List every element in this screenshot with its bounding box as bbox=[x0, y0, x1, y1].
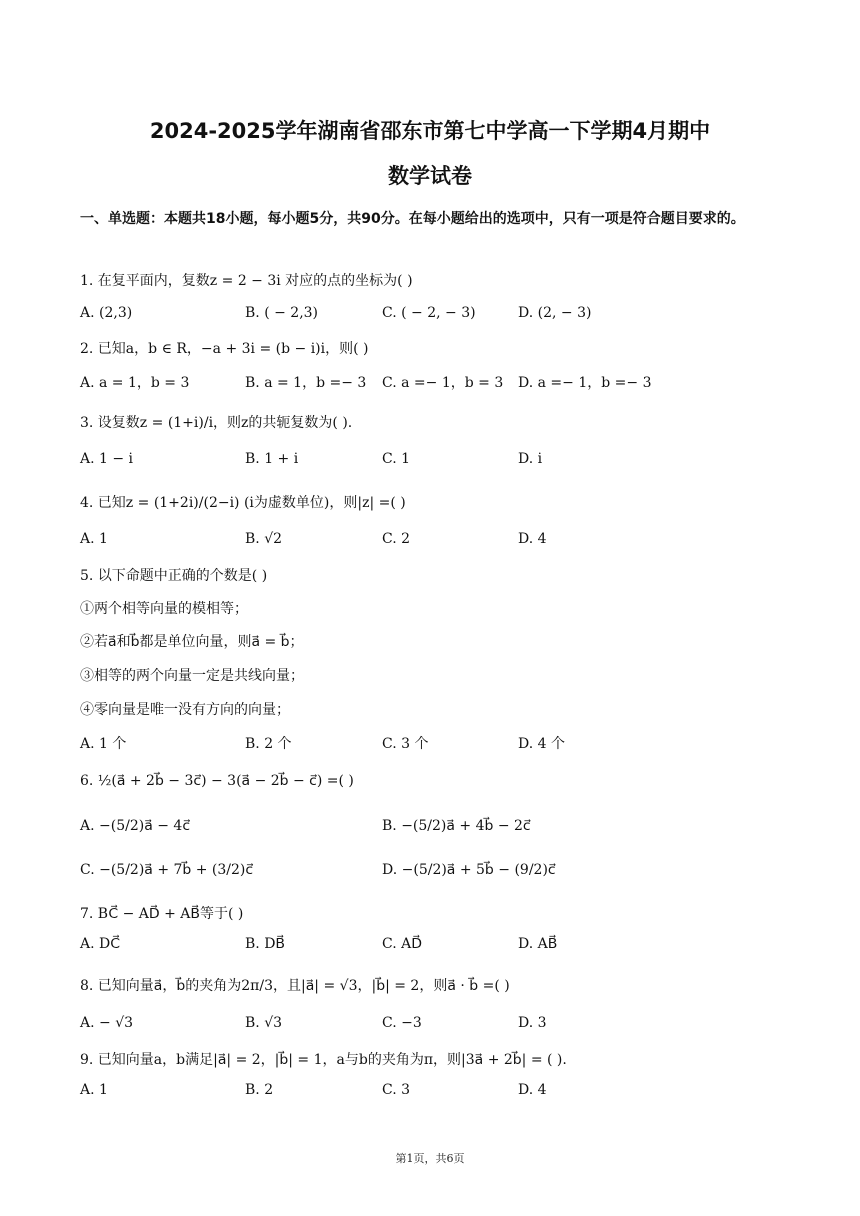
q6-option-a: A. −(5/2)a⃗ − 4c⃗ bbox=[80, 818, 191, 834]
page-subtitle: 数学试卷 bbox=[388, 164, 472, 188]
q6-option-b: B. −(5/2)a⃗ + 4b⃗ − 2c⃗ bbox=[382, 818, 531, 834]
q5-statement-4: ④零向量是唯一没有方向的向量； bbox=[80, 702, 290, 718]
q5-statement-2: ②若a⃗和b⃗都是单位向量，则a⃗ = b⃗； bbox=[80, 634, 304, 650]
q4-option-a: A. 1 bbox=[80, 531, 108, 547]
q4-option-b: B. √2 bbox=[245, 531, 283, 547]
page-footer: 第1页，共6页 bbox=[395, 1152, 465, 1165]
q2-option-a: A. a = 1，b = 3 bbox=[80, 375, 190, 391]
q5-stem: 5. 以下命题中正确的个数是( ) bbox=[80, 568, 268, 584]
q8-option-c: C. −3 bbox=[382, 1015, 422, 1031]
q3-option-c: C. 1 bbox=[382, 451, 411, 467]
q8-option-b: B. √3 bbox=[245, 1015, 283, 1031]
q3-option-b: B. 1 + i bbox=[245, 451, 299, 467]
q2-option-d: D. a =− 1，b =− 3 bbox=[518, 375, 652, 391]
q4-stem: 4. 已知z = (1+2i)/(2−i) (i为虚数单位)，则|z| =( ) bbox=[80, 495, 406, 511]
page-title: 2024-2025学年湖南省邵东市第七中学高一下学期4月期中 bbox=[149, 119, 711, 143]
q5-statement-1: ①两个相等向量的模相等； bbox=[80, 601, 248, 617]
q1-stem: 1. 在复平面内，复数z = 2 − 3i 对应的点的坐标为( ) bbox=[80, 273, 413, 289]
q9-option-c: C. 3 bbox=[382, 1082, 411, 1098]
q9-option-b: B. 2 bbox=[245, 1082, 274, 1098]
q6-stem: 6. ½(a⃗ + 2b⃗ − 3c⃗) − 3(a⃗ − 2b⃗ − c⃗) =( ) bbox=[80, 773, 354, 789]
q2-option-b: B. a = 1，b =− 3 bbox=[245, 375, 367, 391]
q7-option-a: A. DC⃗ bbox=[80, 936, 121, 952]
q7-stem: 7. BC⃗ − AD⃗ + AB⃗等于( ) bbox=[80, 906, 244, 922]
q5-statement-3: ③相等的两个向量一定是共线向量； bbox=[80, 668, 304, 684]
q9-option-d: D. 4 bbox=[518, 1082, 547, 1098]
q7-option-c: C. AD⃗ bbox=[382, 936, 423, 952]
q6-option-d: D. −(5/2)a⃗ + 5b⃗ − (9/2)c⃗ bbox=[382, 862, 556, 878]
q1-option-a: A. (2,3) bbox=[80, 305, 133, 321]
q8-stem: 8. 已知向量a⃗，b⃗的夹角为2π/3，且|a⃗| = √3，|b⃗| = 2，则a⃗ · b⃗ =( ) bbox=[80, 978, 510, 994]
q8-option-a: A. − √3 bbox=[80, 1015, 134, 1031]
q6-option-c: C. −(5/2)a⃗ + 7b⃗ + (3/2)c⃗ bbox=[80, 862, 254, 878]
q5-option-a: A. 1 个 bbox=[80, 736, 127, 752]
q2-stem: 2. 已知a，b ∈ R，−a + 3i = (b − i)i，则( ) bbox=[80, 341, 369, 357]
q5-option-d: D. 4 个 bbox=[518, 736, 565, 752]
q7-option-b: B. DB⃗ bbox=[245, 936, 286, 952]
q4-option-c: C. 2 bbox=[382, 531, 411, 547]
q1-option-b: B. ( − 2,3) bbox=[245, 305, 319, 321]
q5-option-b: B. 2 个 bbox=[245, 736, 292, 752]
q1-option-c: C. ( − 2, − 3) bbox=[382, 305, 476, 321]
q8-option-d: D. 3 bbox=[518, 1015, 547, 1031]
q3-option-a: A. 1 − i bbox=[80, 451, 134, 467]
q5-option-c: C. 3 个 bbox=[382, 736, 429, 752]
q2-option-c: C. a =− 1，b = 3 bbox=[382, 375, 504, 391]
q4-option-d: D. 4 bbox=[518, 531, 547, 547]
q1-option-d: D. (2, − 3) bbox=[518, 305, 592, 321]
q9-stem: 9. 已知向量a，b满足|a⃗| = 2，|b⃗| = 1，a与b的夹角为π，则|3a⃗ + 2b⃗| = ( ). bbox=[80, 1052, 567, 1068]
section-heading: 一、单选题：本题共18小题，每小题5分，共90分。在每小题给出的选项中，只有一项是符合题目要求的。 bbox=[80, 211, 745, 227]
q9-option-a: A. 1 bbox=[80, 1082, 108, 1098]
q3-stem: 3. 设复数z = (1+i)/i，则z的共轭复数为( ). bbox=[80, 415, 353, 431]
q7-option-d: D. AB⃗ bbox=[518, 936, 558, 952]
q3-option-d: D. i bbox=[518, 451, 543, 467]
